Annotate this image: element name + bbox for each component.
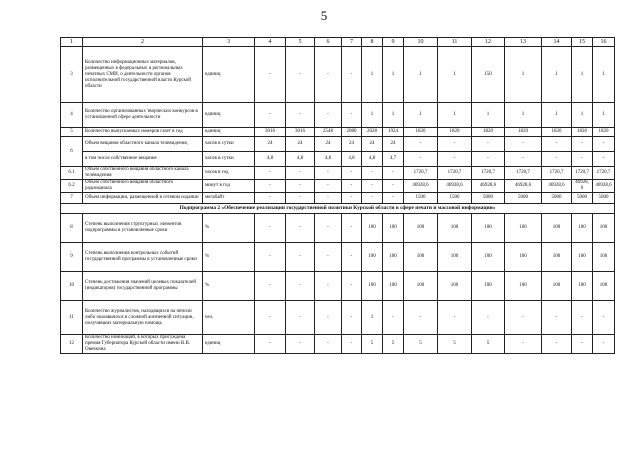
row-number: 8: [61, 214, 83, 243]
value-cell: -: [572, 137, 593, 152]
value-cell: 5: [438, 335, 472, 354]
value-cell: 1820: [472, 128, 505, 137]
value-cell: -: [255, 301, 286, 335]
value-cell: -: [255, 272, 286, 301]
indicator-name: Количество информационных материалов, размещенных в федеральных и региональных печатных СМИ, о деятельности органов исполнительной государственной власти Курской области: [83, 47, 203, 103]
value-cell: -: [404, 137, 438, 152]
column-header: 3: [203, 38, 255, 47]
value-cell: 1: [383, 47, 404, 103]
value-cell: 100: [383, 243, 404, 272]
value-cell: -: [286, 103, 315, 128]
value-cell: -: [342, 193, 362, 204]
value-cell: 1: [472, 103, 505, 128]
unit: единиц: [203, 128, 255, 137]
unit: мегабайт: [203, 193, 255, 204]
value-cell: 100: [505, 272, 542, 301]
value-cell: -: [315, 335, 342, 354]
value-cell: -: [342, 103, 362, 128]
value-cell: 5000: [542, 193, 572, 204]
indicator-group-1: [61, 47, 615, 204]
row-number: 6: [61, 137, 83, 167]
value-cell: 5: [472, 335, 505, 354]
value-cell: 2028: [362, 128, 383, 137]
value-cell: 1720,7: [572, 167, 593, 180]
subprogram-title: Подпрограмма 2 «Обеспечение реализации государственной политики Курской области в сфере печати и массовой информации»: [61, 204, 615, 214]
value-cell: -: [255, 167, 286, 180]
value-cell: 100: [404, 272, 438, 301]
value-cell: -: [572, 335, 593, 354]
column-header: 4: [255, 38, 286, 47]
value-cell: -: [255, 214, 286, 243]
value-cell: 1: [383, 103, 404, 128]
value-cell: 100: [438, 272, 472, 301]
unit: %: [203, 214, 255, 243]
row-number: 12: [61, 335, 83, 354]
value-cell: 4,8: [286, 152, 315, 167]
table-row: [61, 301, 615, 335]
value-cell: 100: [472, 214, 505, 243]
value-cell: 100: [404, 214, 438, 243]
value-cell: -: [255, 243, 286, 272]
table-row: [61, 152, 615, 167]
table-row: [61, 335, 615, 354]
value-cell: 1: [572, 103, 593, 128]
value-cell: 3016: [286, 128, 315, 137]
value-cell: -: [315, 47, 342, 103]
value-cell: -: [315, 193, 342, 204]
row-number: 6.2: [61, 180, 83, 193]
indicator-name: Объем вещания областного канала телевидения,: [83, 137, 203, 152]
value-cell: 46928,6: [542, 180, 572, 193]
table-row: [61, 214, 615, 243]
value-cell: -: [542, 152, 572, 167]
value-cell: -: [255, 47, 286, 103]
value-cell: -: [572, 301, 593, 335]
table-row: [61, 272, 615, 301]
value-cell: -: [383, 193, 404, 204]
value-cell: 5000: [505, 193, 542, 204]
value-cell: -: [286, 167, 315, 180]
column-header: 8: [362, 38, 383, 47]
value-cell: -: [383, 180, 404, 193]
table-row: [61, 103, 615, 128]
unit: часов в сутки: [203, 152, 255, 167]
indicator-name: Объем информации, размещенной в сетевом издании: [83, 193, 203, 204]
unit: единиц: [203, 335, 255, 354]
value-cell: 100: [542, 214, 572, 243]
value-cell: 24: [255, 137, 286, 152]
value-cell: 100: [438, 214, 472, 243]
value-cell: 1720,7: [404, 167, 438, 180]
value-cell: 5: [362, 335, 383, 354]
value-cell: -: [286, 214, 315, 243]
value-cell: 46928,6: [404, 180, 438, 193]
value-cell: 46928,6: [593, 180, 615, 193]
value-cell: 100: [362, 243, 383, 272]
value-cell: 1: [362, 301, 383, 335]
value-cell: -: [255, 103, 286, 128]
column-header: 6: [315, 38, 342, 47]
value-cell: 24: [286, 137, 315, 152]
table-row: [61, 137, 615, 152]
value-cell: -: [472, 152, 505, 167]
value-cell: 1: [542, 103, 572, 128]
value-cell: -: [438, 301, 472, 335]
value-cell: -: [542, 301, 572, 335]
value-cell: 1: [505, 103, 542, 128]
value-cell: -: [342, 214, 362, 243]
value-cell: 100: [362, 214, 383, 243]
value-cell: 100: [505, 243, 542, 272]
value-cell: 100: [593, 243, 615, 272]
value-cell: -: [362, 180, 383, 193]
value-cell: -: [315, 214, 342, 243]
row-number: 11: [61, 301, 83, 335]
value-cell: 5000: [572, 193, 593, 204]
column-header: 2: [83, 38, 203, 47]
value-cell: 1: [404, 47, 438, 103]
value-cell: 4,8: [255, 152, 286, 167]
value-cell: -: [342, 180, 362, 193]
value-cell: -: [404, 301, 438, 335]
value-cell: -: [383, 167, 404, 180]
value-cell: 1720,7: [542, 167, 572, 180]
value-cell: 1: [572, 47, 593, 103]
value-cell: 4,8: [342, 152, 362, 167]
row-number: 7: [61, 193, 83, 204]
value-cell: 1720,7: [438, 167, 472, 180]
value-cell: 1820: [505, 128, 542, 137]
unit: чел.: [203, 301, 255, 335]
indicator-name: Объем собственного вещания областного канала телевидения: [83, 167, 203, 180]
value-cell: -: [286, 335, 315, 354]
value-cell: 100: [542, 243, 572, 272]
value-cell: -: [505, 137, 542, 152]
value-cell: 100: [404, 243, 438, 272]
indicator-name: Количество выпускаемых номеров газет в год: [83, 128, 203, 137]
value-cell: 24: [383, 137, 404, 152]
page-number: 5: [320, 8, 328, 23]
value-cell: -: [342, 272, 362, 301]
value-cell: 100: [472, 243, 505, 272]
value-cell: 1820: [438, 128, 472, 137]
column-header: 7: [342, 38, 362, 47]
value-cell: 1: [362, 47, 383, 103]
value-cell: -: [315, 103, 342, 128]
header-row: [61, 38, 615, 47]
subprogram-row: [61, 204, 615, 214]
row-number: 3: [61, 47, 83, 103]
value-cell: 150: [472, 47, 505, 103]
value-cell: -: [342, 47, 362, 103]
value-cell: -: [404, 152, 438, 167]
value-cell: -: [315, 272, 342, 301]
value-cell: -: [472, 301, 505, 335]
value-cell: -: [593, 301, 615, 335]
value-cell: 24: [315, 137, 342, 152]
value-cell: 100: [572, 214, 593, 243]
column-header: 9: [383, 38, 404, 47]
indicator-name: Степень выполнения контрольных событий государственной программы в установленные сроки: [83, 243, 203, 272]
value-cell: -: [505, 152, 542, 167]
value-cell: 1720,7: [472, 167, 505, 180]
row-number: 10: [61, 272, 83, 301]
row-number: 9: [61, 243, 83, 272]
indicators-table: [60, 37, 615, 354]
column-header: 5: [286, 38, 315, 47]
value-cell: -: [342, 335, 362, 354]
value-cell: 5: [383, 335, 404, 354]
value-cell: -: [572, 152, 593, 167]
value-cell: 100: [593, 214, 615, 243]
indicator-name: Количество организованных творческих конкурсов в установленной сфере деятельности: [83, 103, 203, 128]
value-cell: -: [542, 137, 572, 152]
value-cell: 46928,6: [505, 180, 542, 193]
table-row: [61, 243, 615, 272]
value-cell: -: [315, 167, 342, 180]
unit: единиц: [203, 103, 255, 128]
unit: %: [203, 272, 255, 301]
column-header: 12: [472, 38, 505, 47]
value-cell: 1: [593, 47, 615, 103]
value-cell: 100: [438, 243, 472, 272]
table-row: [61, 180, 615, 193]
value-cell: 2080: [342, 128, 362, 137]
value-cell: -: [286, 272, 315, 301]
value-cell: -: [315, 243, 342, 272]
column-header: 1: [61, 38, 83, 47]
value-cell: 1820: [593, 128, 615, 137]
unit: %: [203, 243, 255, 272]
value-cell: 4,8: [362, 152, 383, 167]
indicator-group-2: [61, 214, 615, 354]
indicator-subname: в том числе собственное вещание: [83, 152, 203, 167]
value-cell: -: [342, 243, 362, 272]
value-cell: 1: [438, 103, 472, 128]
column-header: 13: [505, 38, 542, 47]
row-number: 5: [61, 128, 83, 137]
value-cell: 2548: [315, 128, 342, 137]
value-cell: 100: [472, 272, 505, 301]
value-cell: 1: [542, 47, 572, 103]
value-cell: 100: [542, 272, 572, 301]
value-cell: -: [383, 301, 404, 335]
table-row: [61, 193, 615, 204]
row-number: 4: [61, 103, 83, 128]
unit: часов в год: [203, 167, 255, 180]
value-cell: -: [286, 243, 315, 272]
value-cell: -: [342, 301, 362, 335]
value-cell: 100: [593, 272, 615, 301]
column-header: 11: [438, 38, 472, 47]
value-cell: 1500: [404, 193, 438, 204]
value-cell: 1820: [404, 128, 438, 137]
value-cell: -: [362, 167, 383, 180]
value-cell: -: [286, 301, 315, 335]
value-cell: 100: [383, 214, 404, 243]
value-cell: -: [255, 335, 286, 354]
unit: минут в год: [203, 180, 255, 193]
value-cell: 1: [438, 47, 472, 103]
value-cell: -: [593, 335, 615, 354]
value-cell: 5000: [472, 193, 505, 204]
indicator-name: Степень достижения значений целевых показателей (индикаторов) государственной программы: [83, 272, 203, 301]
value-cell: -: [286, 193, 315, 204]
value-cell: -: [342, 167, 362, 180]
value-cell: -: [362, 193, 383, 204]
value-cell: -: [438, 137, 472, 152]
value-cell: -: [286, 47, 315, 103]
value-cell: 1924: [383, 128, 404, 137]
value-cell: 100: [572, 272, 593, 301]
table-row: [61, 167, 615, 180]
value-cell: 1500: [438, 193, 472, 204]
indicator-name: Степень выполнения структурных элементов подпрограммы в установленные сроки: [83, 214, 203, 243]
unit: единиц: [203, 47, 255, 103]
value-cell: 1: [404, 103, 438, 128]
value-cell: 1: [362, 103, 383, 128]
value-cell: 3016: [255, 128, 286, 137]
row-number: 6.1: [61, 167, 83, 180]
value-cell: 24: [362, 137, 383, 152]
column-header: 10: [404, 38, 438, 47]
value-cell: 46928,6: [472, 180, 505, 193]
value-cell: -: [542, 335, 572, 354]
value-cell: 46928,6: [572, 180, 593, 193]
value-cell: -: [593, 152, 615, 167]
column-header: 15: [572, 38, 593, 47]
column-header: 16: [593, 38, 615, 47]
value-cell: -: [286, 180, 315, 193]
value-cell: 4,8: [315, 152, 342, 167]
value-cell: 4,7: [383, 152, 404, 167]
value-cell: 5000: [593, 193, 615, 204]
indicator-name: Количество номинаций, в которых присуждена премия Губернатора Курской области имени В.В. Овечкина: [83, 335, 203, 354]
value-cell: -: [505, 335, 542, 354]
value-cell: -: [472, 137, 505, 152]
value-cell: -: [315, 301, 342, 335]
value-cell: 24: [342, 137, 362, 152]
value-cell: 1720,7: [593, 167, 615, 180]
unit: часов в сутки: [203, 137, 255, 152]
value-cell: -: [255, 180, 286, 193]
value-cell: 46928,6: [438, 180, 472, 193]
indicator-name: Объем собственного вещания областного радиоканала: [83, 180, 203, 193]
value-cell: -: [315, 180, 342, 193]
value-cell: 1720,7: [505, 167, 542, 180]
value-cell: -: [255, 193, 286, 204]
value-cell: -: [505, 301, 542, 335]
value-cell: 100: [383, 272, 404, 301]
value-cell: -: [438, 152, 472, 167]
value-cell: 100: [572, 243, 593, 272]
value-cell: 5: [404, 335, 438, 354]
value-cell: 1: [505, 47, 542, 103]
value-cell: 100: [362, 272, 383, 301]
column-header: 14: [542, 38, 572, 47]
value-cell: 1820: [542, 128, 572, 137]
table-row: [61, 128, 615, 137]
value-cell: 1820: [572, 128, 593, 137]
value-cell: 1: [593, 103, 615, 128]
value-cell: 100: [505, 214, 542, 243]
value-cell: -: [593, 137, 615, 152]
indicator-name: Количество журналистов, находящихся на пенсии либо оказавшихся в сложной жизненной ситуации, получивших материальную помощь: [83, 301, 203, 335]
table-row: [61, 47, 615, 103]
